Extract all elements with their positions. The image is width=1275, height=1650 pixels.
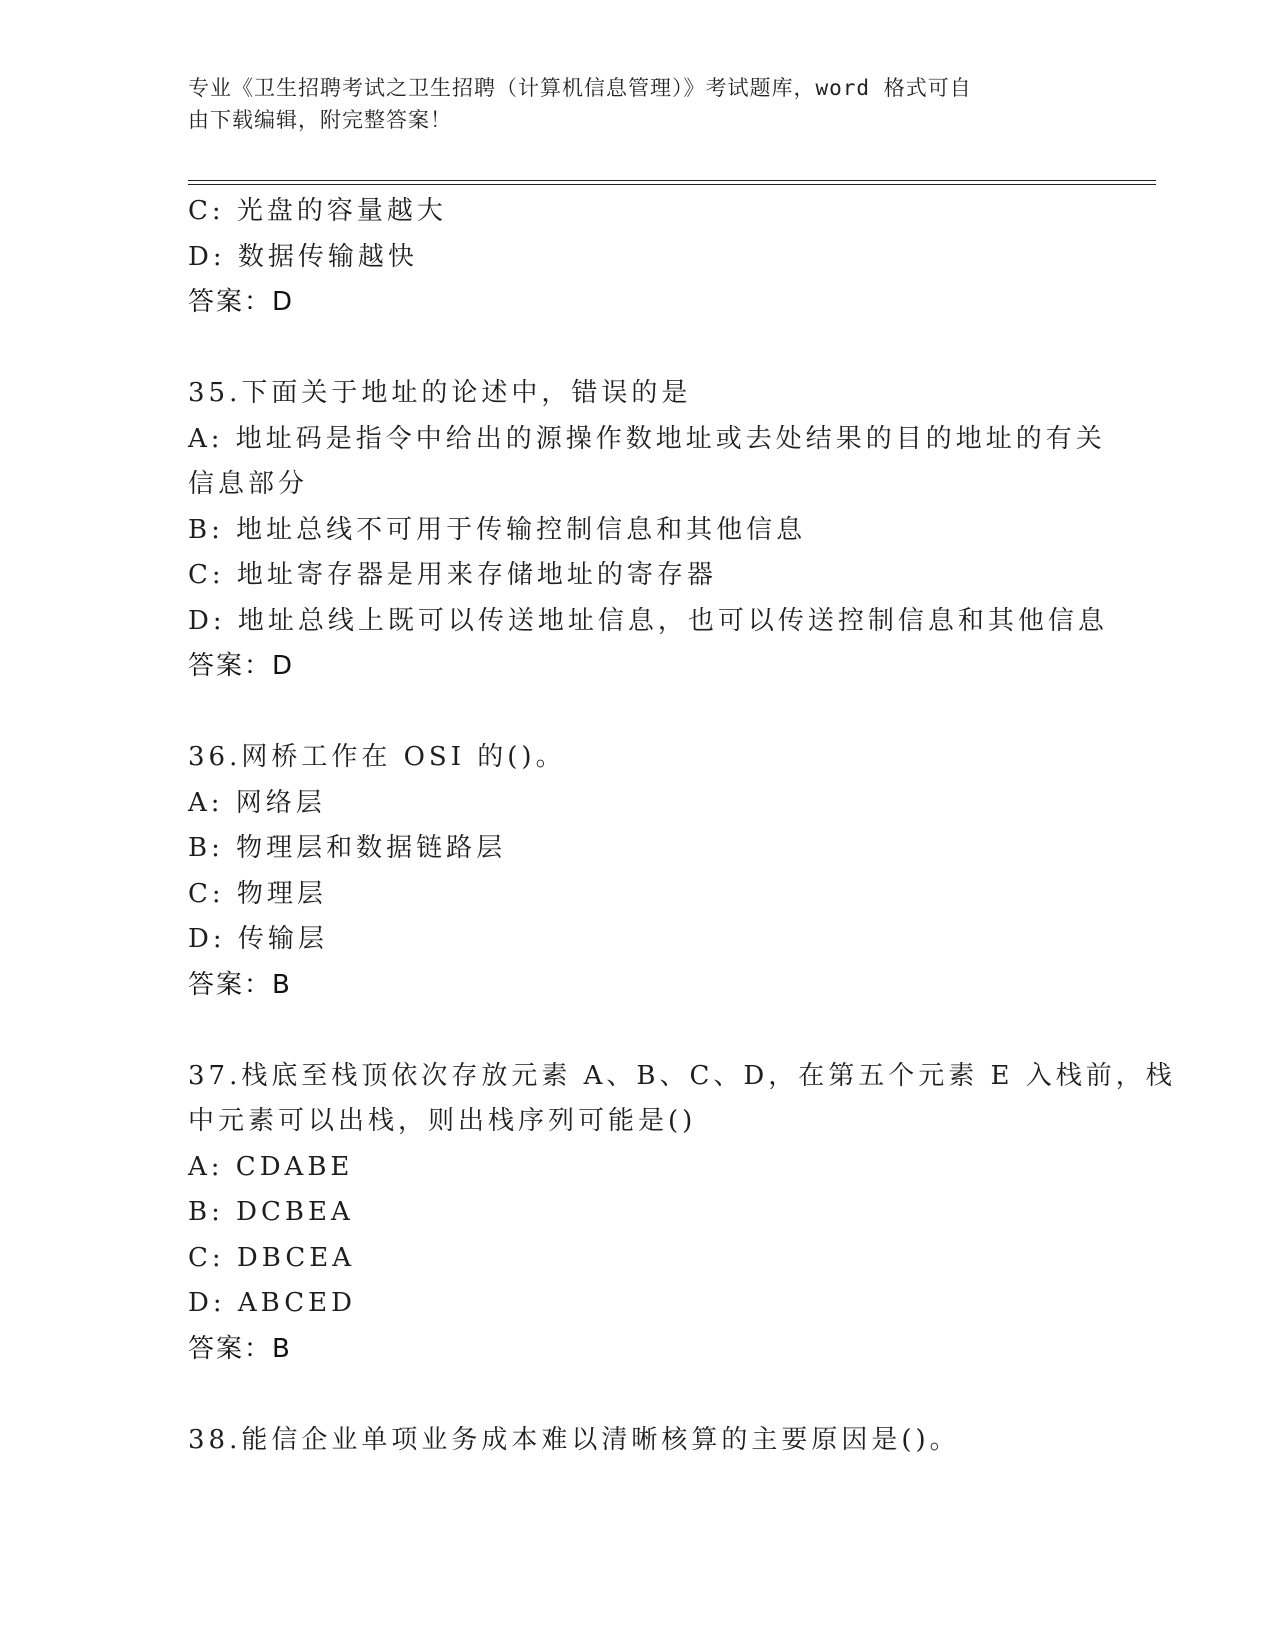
option-d: D: 传输层 bbox=[188, 924, 328, 954]
question-list bbox=[188, 189, 1176, 1463]
spacer bbox=[188, 326, 1088, 372]
header-line-2: 由下载编辑，附完整答案！ bbox=[188, 108, 452, 132]
spacer bbox=[188, 1372, 1088, 1418]
question-stem: 36.网桥工作在 OSI 的()。 bbox=[188, 742, 566, 772]
spacer bbox=[188, 1008, 1088, 1054]
document-header bbox=[188, 72, 1068, 136]
spacer bbox=[188, 690, 1088, 736]
header-divider-bottom bbox=[188, 184, 1156, 185]
question-36 bbox=[188, 735, 1088, 1008]
answer-line: 答案：D bbox=[188, 287, 295, 317]
question-stem: 38.能信企业单项业务成本难以清晰核算的主要原因是()。 bbox=[188, 1424, 960, 1455]
question-stem-continued: 中元素可以出栈，则出栈序列可能是() bbox=[188, 1106, 697, 1136]
option-d: D: 数据传输越快 bbox=[188, 241, 418, 272]
question-stem: 35.下面关于地址的论述中，错误的是 bbox=[188, 378, 692, 408]
option-b: B: 地址总线不可用于传输控制信息和其他信息 bbox=[188, 514, 807, 545]
answer-line: 答案：B bbox=[188, 1333, 292, 1364]
option-a: A: CDABE bbox=[188, 1151, 354, 1182]
option-a: A: 地址码是指令中给出的源操作数地址或去处结果的目的地址的有关 bbox=[188, 423, 1106, 454]
option-d: D: 地址总线上既可以传送地址信息，也可以传送控制信息和其他信息 bbox=[188, 605, 1108, 636]
question-34-tail bbox=[188, 189, 1088, 326]
question-37 bbox=[188, 1054, 1176, 1373]
option-c: C: DBCEA bbox=[188, 1242, 356, 1273]
option-d: D: ABCED bbox=[188, 1288, 356, 1318]
option-c: C: 物理层 bbox=[188, 878, 327, 909]
option-a: A: 网络层 bbox=[188, 787, 326, 818]
question-35 bbox=[188, 371, 1108, 690]
header-divider-top bbox=[188, 180, 1156, 181]
option-b: B: DCBEA bbox=[188, 1197, 354, 1227]
option-a-continued: 信息部分 bbox=[188, 469, 309, 499]
question-38 bbox=[188, 1418, 1088, 1464]
answer-line: 答案：B bbox=[188, 969, 292, 1000]
option-b: B: 物理层和数据链路层 bbox=[188, 833, 507, 863]
header-line-1: 专业《卫生招聘考试之卫生招聘（计算机信息管理）》考试题库，word 格式可自 bbox=[188, 76, 972, 100]
answer-line: 答案：D bbox=[188, 651, 295, 681]
question-stem: 37.栈底至栈顶依次存放元素 A、B、C、D，在第五个元素 E 入栈前，栈 bbox=[188, 1060, 1176, 1091]
option-c: C: 光盘的容量越大 bbox=[188, 196, 447, 226]
option-c: C: 地址寄存器是用来存储地址的寄存器 bbox=[188, 560, 717, 590]
